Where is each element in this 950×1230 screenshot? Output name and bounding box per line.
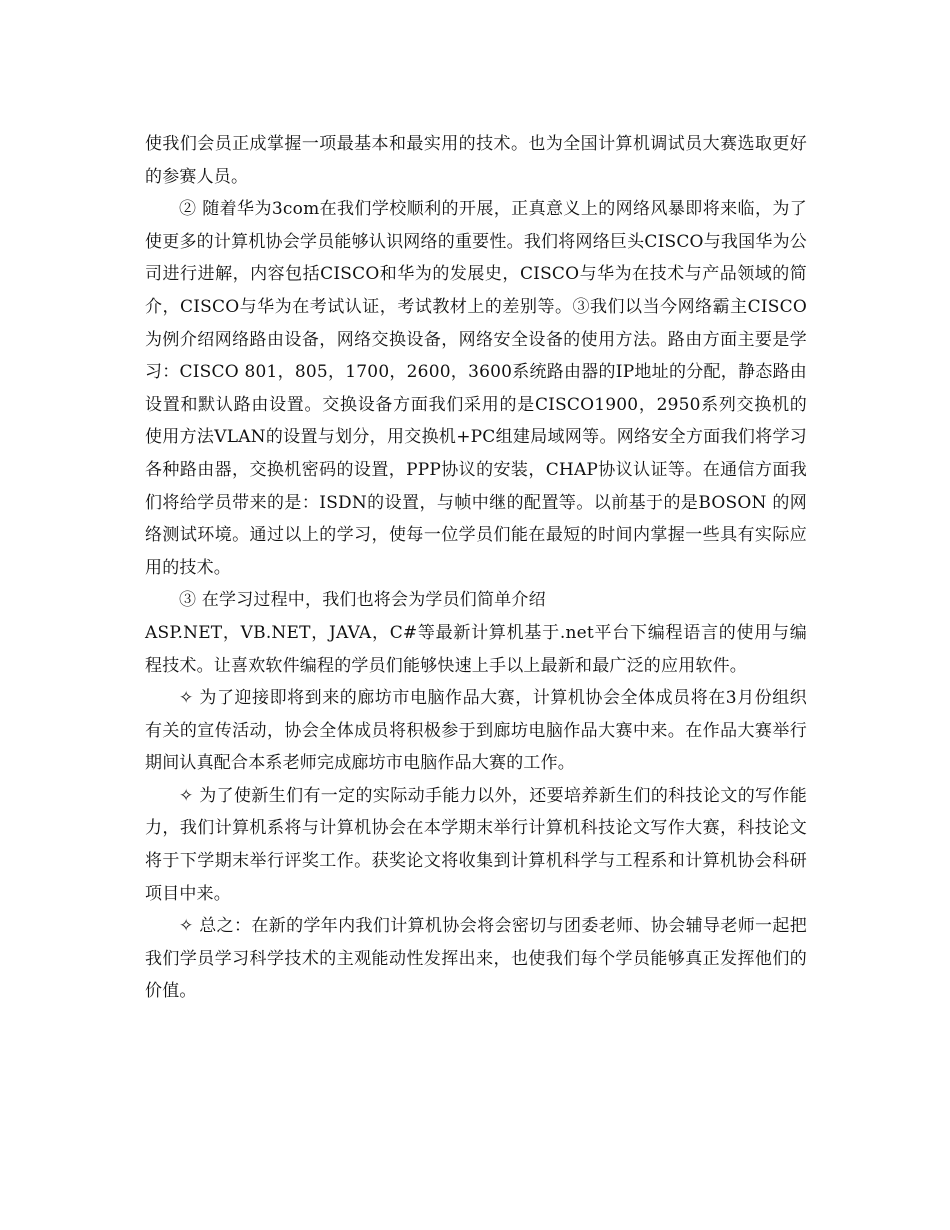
paragraph-summary: ✧ 总之：在新的学年内我们计算机协会将会密切与团委老师、协会辅导老师一起把我们学员学习科学技术的主观能动性发挥出来，也使我们每个学员能够真正发挥他们的价值。 — [145, 916, 807, 1002]
document-body — [145, 128, 807, 1008]
paragraph-training-goal: 使我们会员正成掌握一项最基本和最实用的技术。也为全国计算机调试员大赛选取更好的参赛人员。 — [145, 134, 807, 187]
paragraph-networking-course: ② 随着华为3com在我们学校顺利的开展，正真意义上的网络风暴即将来临，为了使更多的计算机协会学员能够认识网络的重要性。我们将网络巨头CISCO与我国华为公司进行进解，内容包括CISCO和华为的发展史，CISCO与华为在技术与产品领域的简介，CISCO与华为在考试认证，考试教材上的差别等。③我们以当今网络霸主CISCO为例介绍网络路由设备，网络交换设备，网络安全设备的使用方法。路由方面主要是学习：CISCO 801，805，1700，2600，3600系统路由器的IP地址的分配，静态路由设置和默认路由设置。交换设备方面我们采用的是CISCO1900，2950系列交换机的使用方法VLAN的设置与划分，用交换机+PC组建局域网等。网络安全方面我们将学习各种路由器，交换机密码的设置，PPP协议的安装，CHAP协议认证等。在通信方面我们将给学员带来的是：ISDN的设置，与帧中继的配置等。以前基于的是BOSON 的网络测试环境。通过以上的学习，使每一位学员们能在最短的时间内掌握一些具有实际应用的技术。 — [145, 199, 807, 578]
paragraph-programming-intro: ③ 在学习过程中，我们也将会为学员们简单介绍 — [179, 590, 546, 611]
paragraph-programming-languages: ASP.NET，VB.NET，JAVA，C#等最新计算机基于.net平台下编程语言的使用与编程技术。让喜欢软件编程的学员们能够快速上手以上最新和最广泛的应用软件。 — [145, 622, 807, 676]
paragraph-paper-contest: ✧ 为了使新生们有一定的实际动手能力以外，还要培养新生们的科技论文的写作能力，我们计算机系将与计算机协会在本学期末举行计算机科技论文写作大赛，科技论文将于下学期末举行评奖工作。获奖论文将收集到计算机科学与工程系和计算机协会科研项目中来。 — [145, 785, 807, 904]
paragraph-langfang-contest: ✧ 为了迎接即将到来的廊坊市电脑作品大赛，计算机协会全体成员将在3月份组织有关的宣传活动，协会全体成员将积极参于到廊坊电脑作品大赛中来。在作品大赛举行期间认真配合本系老师完成廊坊市电脑作品大赛的工作。 — [145, 688, 807, 774]
